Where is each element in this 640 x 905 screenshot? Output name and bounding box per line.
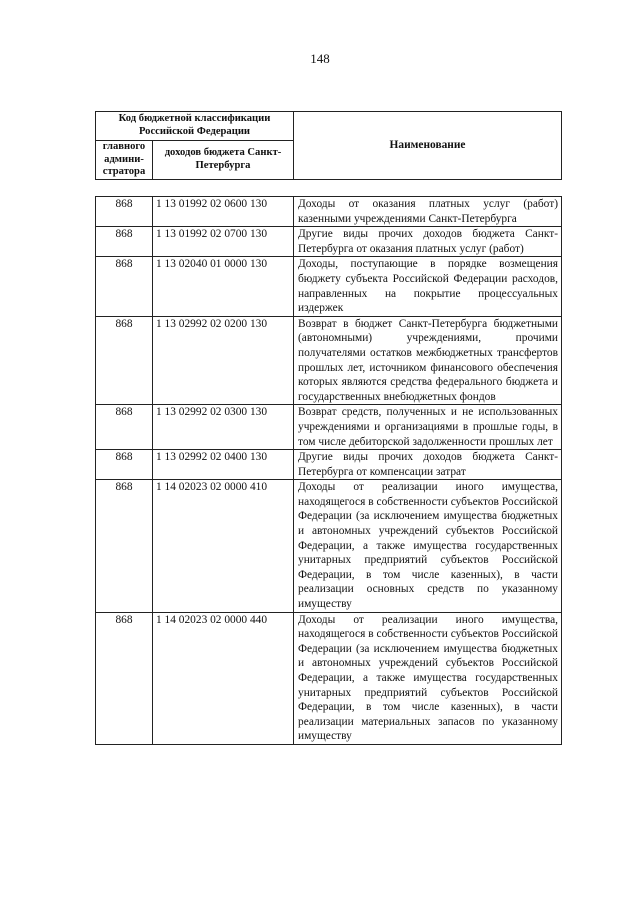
row-name: Другие виды прочих доходов бюджета Санкт-Петербурга от оказания платных услуг (работ) [294, 227, 562, 257]
table-row [96, 480, 562, 612]
row-revenue-code: 1 13 01992 02 0600 130 [153, 197, 294, 227]
revenue-codes-table [95, 196, 562, 745]
row-admin-code: 868 [96, 197, 153, 227]
row-revenue-code: 1 13 02040 01 0000 130 [153, 257, 294, 316]
row-revenue-code: 1 13 01992 02 0700 130 [153, 227, 294, 257]
row-admin-code: 868 [96, 612, 153, 744]
table-body [96, 197, 562, 745]
row-admin-code: 868 [96, 257, 153, 316]
table-row [96, 316, 562, 405]
header-name: Наименование [294, 112, 562, 180]
table-row [96, 405, 562, 450]
page-number: 148 [310, 51, 330, 66]
row-admin-code: 868 [96, 405, 153, 450]
table-row [96, 257, 562, 316]
row-revenue-code: 1 13 02992 02 0300 130 [153, 405, 294, 450]
row-name: Доходы от реализации иного имущества, находящегося в собственности субъектов Российской Федерации (за исключением имущества бюджетных и автономных учреждений субъектов Российской Федерации, а также имущества государственных унитарных предприятий субъектов Российской Федерации, в том числе казенных), в части реализации основных средств по указанному имуществу [294, 480, 562, 612]
row-admin-code: 868 [96, 316, 153, 405]
row-revenue-code: 1 14 02023 02 0000 440 [153, 612, 294, 744]
row-revenue-code: 1 14 02023 02 0000 410 [153, 480, 294, 612]
row-admin-code: 868 [96, 450, 153, 480]
header-admin: главного админи-стратора [96, 141, 153, 180]
row-name: Возврат средств, полученных и не использованных учреждениями и организациями в прошлые годы, в том числе дебиторской задолженности прошлых лет [294, 405, 562, 450]
row-admin-code: 868 [96, 480, 153, 612]
row-name: Доходы от оказания платных услуг (работ) казенными учреждениями Санкт-Петербурга [294, 197, 562, 227]
row-name: Возврат в бюджет Санкт-Петербурга бюджетными (автономными) учреждениями, прочими получателями остатков межбюджетных трансфертов прошлых лет, источником финансового обеспечения которых являются средства федерального бюджета и государственных внебюджетных фондов [294, 316, 562, 405]
table-row [96, 197, 562, 227]
row-name: Доходы от реализации иного имущества, находящегося в собственности субъектов Российской Федерации (за исключением имущества бюджетных и автономных учреждений субъектов Российской Федерации, а также имущества государственных унитарных предприятий субъектов Российской Федерации, в том числе казенных), в части реализации материальных запасов по указанному имуществу [294, 612, 562, 744]
header-revenue: доходов бюджета Санкт-Петербурга [153, 141, 294, 180]
table-row [96, 612, 562, 744]
table-row [96, 450, 562, 480]
row-admin-code: 868 [96, 227, 153, 257]
row-name: Другие виды прочих доходов бюджета Санкт-Петербурга от компенсации затрат [294, 450, 562, 480]
row-revenue-code: 1 13 02992 02 0400 130 [153, 450, 294, 480]
header-kbk: Код бюджетной классификации Российской Федерации [96, 112, 294, 141]
row-name: Доходы, поступающие в порядке возмещения бюджету субъекта Российской Федерации расходов, направленных на покрытие процессуальных издержек [294, 257, 562, 316]
table-row [96, 227, 562, 257]
row-revenue-code: 1 13 02992 02 0200 130 [153, 316, 294, 405]
table-header [95, 111, 562, 180]
